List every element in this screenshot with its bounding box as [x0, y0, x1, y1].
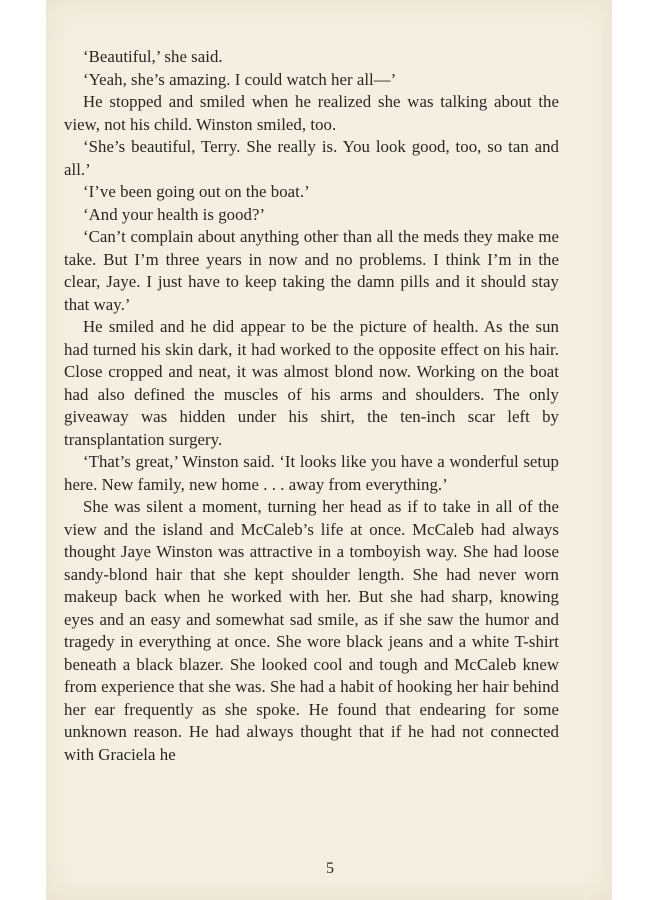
paragraph: ‘Beautiful,’ she said.: [83, 47, 223, 66]
paragraph: ‘That’s great,’ Winston said. ‘It looks like you have a wonderful setup here. New family, new home . . . away from everything.’: [64, 452, 559, 494]
paragraph: He smiled and he did appear to be the picture of health. As the sun had turned his skin dark, it had worked to the opposite effect on his hair. Close cropped and neat, it was almost blond now. Working on the boat had also defined the muscles of his arms and shoulders. The only giveaway was hidden under his shirt, the ten-inch scar left by transplantation surgery.: [64, 317, 559, 449]
page-number: 5: [326, 860, 334, 877]
paragraph: ‘I’ve been going out on the boat.’: [83, 182, 310, 201]
paragraph: She was silent a moment, turning her head as if to take in all of the view and the island and McCaleb’s life at once. McCaleb had always thought Jaye Winston was attractive in a tomboyish way. She had loose sandy-blond hair that she kept shoulder length. She had never worn makeup back when he worked with her. But she had sharp, knowing eyes and an easy and somewhat sad smile, as if she saw the humor and tragedy in everything at once. She wore black jeans and a white T-shirt beneath a black blazer. She looked cool and tough and McCaleb knew from experience that she was. She had a habit of hooking her hair behind her ear frequently as she spoke. He found that endearing for some unknown reason. He had always thought that if he had not connected with Graciela he: [64, 497, 559, 764]
body-text: [64, 46, 559, 766]
paragraph: ‘Yeah, she’s amazing. I could watch her all—’: [83, 69, 397, 89]
paragraph: ‘Can’t complain about anything other than all the meds they make me take. But I’m three years in now and no problems. I think I’m in the clear, Jaye. I just have to keep taking the damn pills and it should stay that way.’: [64, 227, 559, 314]
paragraph: He stopped and smiled when he realized she was talking about the view, not his child. Winston smiled, too.: [64, 92, 559, 134]
paragraph: ‘She’s beautiful, Terry. She really is. You look good, too, so tan and all.’: [64, 137, 559, 179]
paragraph: ‘And your health is good?’: [83, 204, 266, 224]
